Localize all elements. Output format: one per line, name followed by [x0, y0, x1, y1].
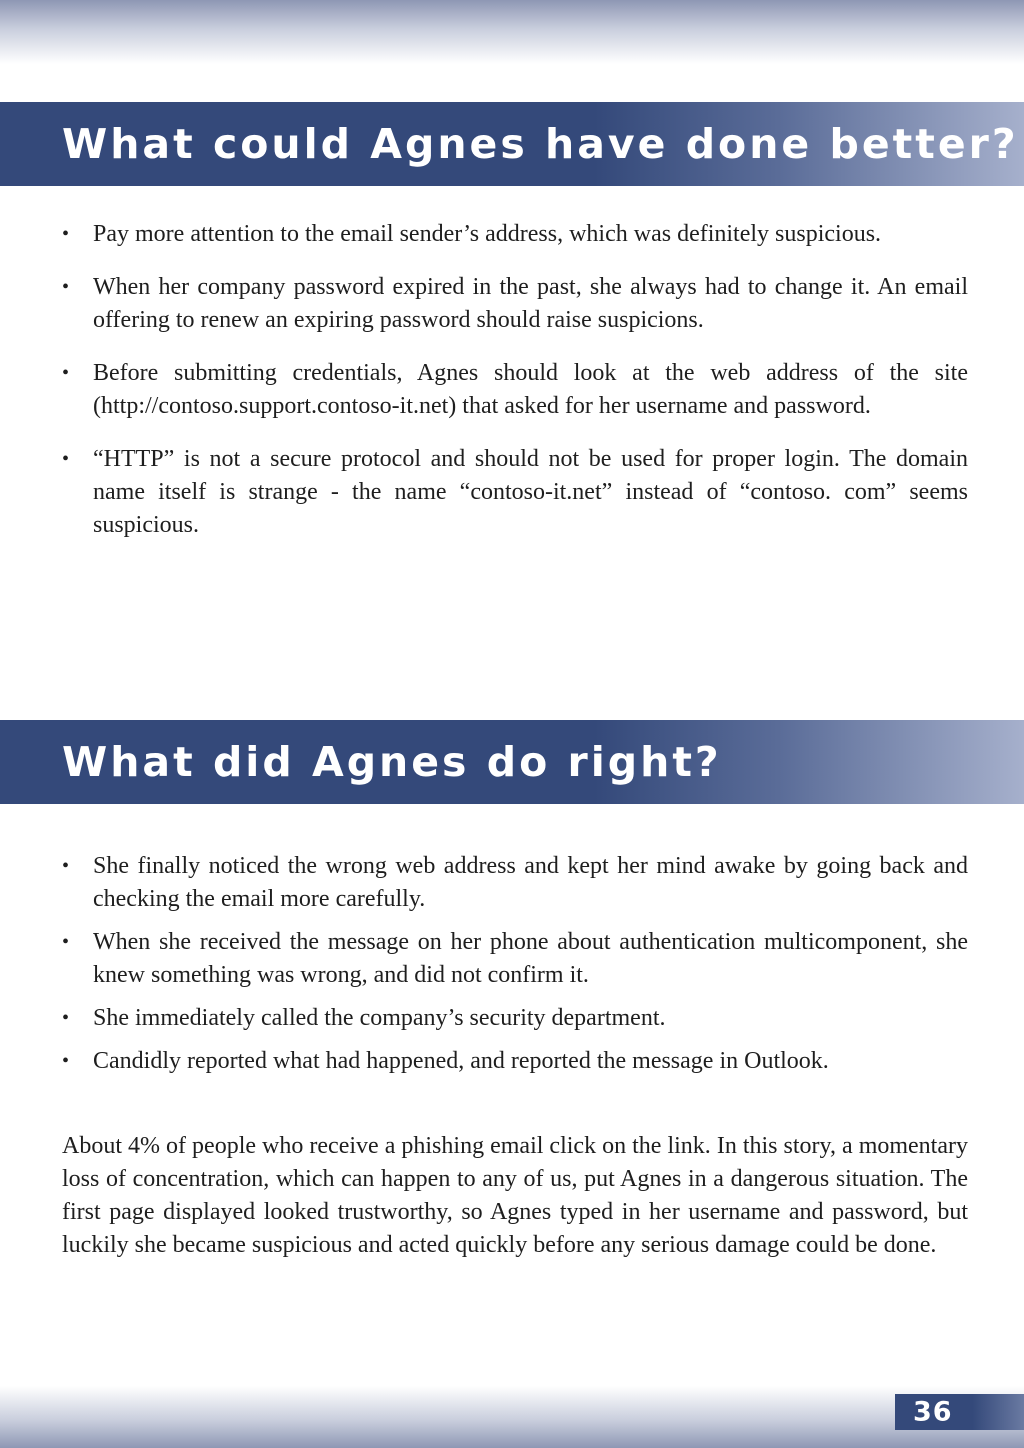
list-item: • Before submitting credentials, Agnes should look at the web address of the site (http://contoso.support.contoso-it.net) that asked for her username and password. — [62, 357, 968, 423]
top-decorative-band — [0, 0, 1024, 64]
section-header-done-better — [0, 102, 1024, 186]
page-number: 36 — [913, 1396, 953, 1428]
section-header-done-right — [0, 720, 1024, 804]
done-better-list — [62, 218, 968, 562]
list-item: • When she received the message on her phone about authentication multicomponent, she knew something was wrong, and did not confirm it. — [62, 926, 968, 992]
list-item: • She finally noticed the wrong web address and kept her mind awake by going back and checking the email more carefully. — [62, 850, 968, 916]
list-item: • “HTTP” is not a secure protocol and should not be used for proper login. The domain name itself is strange - the name “contoso-it.net” instead of “contoso. com” seems suspicious. — [62, 443, 968, 542]
list-item: • Candidly reported what had happened, and reported the message in Outlook. — [62, 1045, 968, 1078]
list-item: • When her company password expired in the past, she always had to change it. An email offering to renew an expiring password should raise suspicions. — [62, 271, 968, 337]
bottom-decorative-band — [0, 1386, 1024, 1448]
section-title-done-better: What could Agnes have done better? — [62, 120, 1019, 168]
list-item: • She immediately called the company’s security department. — [62, 1002, 968, 1035]
summary-paragraph: About 4% of people who receive a phishing email click on the link. In this story, a momentary loss of concentration, which can happen to any of us, put Agnes in a dangerous situation. The first page displayed looked trustworthy, so Agnes typed in her username and password, but luckily she became suspicious and acted quickly before any serious damage could be done. — [62, 1133, 968, 1258]
section-title-done-right: What did Agnes do right? — [62, 738, 722, 786]
list-item: • Pay more attention to the email sender’s address, which was definitely suspicious. — [62, 218, 968, 251]
done-right-list — [62, 850, 968, 1088]
page-number-tab — [895, 1394, 1024, 1430]
